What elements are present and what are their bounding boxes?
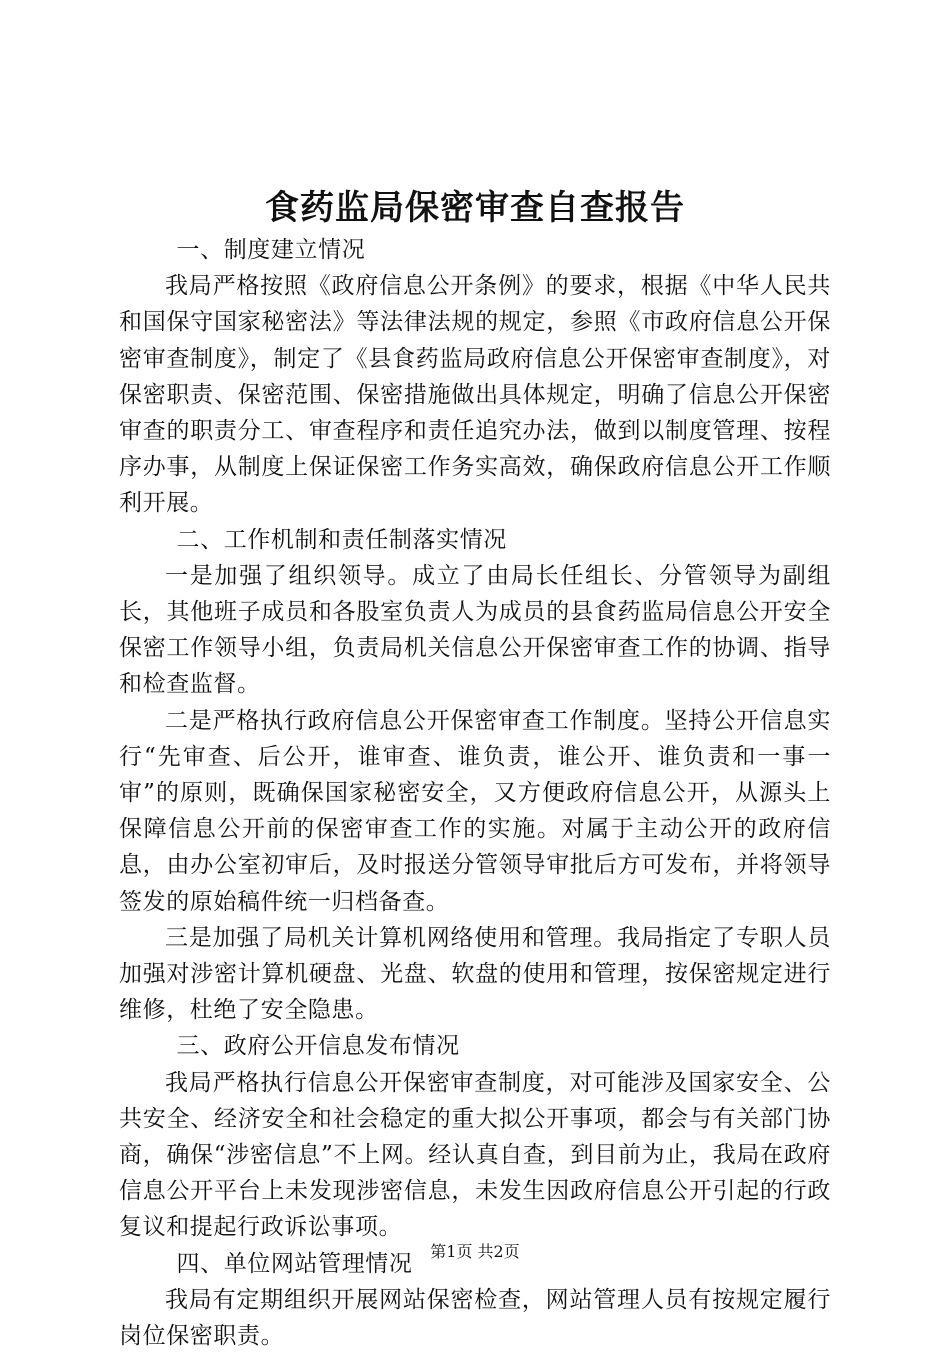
- section-4-paragraph-1: 我局有定期组织开展网站保密检查，网站管理人员有按规定履行岗位保密职责。: [119, 1286, 831, 1350]
- section-1-paragraph-1: 我局严格按照《政府信息公开条例》的要求，根据《中华人民共和国保守国家秘密法》等法律法规的规定，参照《市政府信息公开保密审查制度》，制定了《县食药监局政府信息公开保密审查制度》，对保密职责、保密范围、保密措施做出具体规定，明确了信息公开保密审查的职责分工、审查程序和责任追究办法，做到以制度管理、按程序办事，从制度上保证保密工作务实高效，确保政府信息公开工作顺利开展。: [119, 273, 831, 517]
- section-3-paragraph-1: 我局严格执行信息公开保密审查制度，对可能涉及国家安全、公共安全、经济安全和社会稳定的重大拟公开事项，都会与有关部门协商，确保“涉密信息”不上网。经认真自查，到目前为止，我局在政府信息公开平台上未发现涉密信息，未发生因政府信息公开引起的行政复议和提起行政诉讼事项。: [119, 1069, 831, 1241]
- section-2-paragraph-1: 一是加强了组织领导。成立了由局长任组长、分管领导为副组长，其他班子成员和各股室负责人为成员的县食药监局信息公开安全保密工作领导小组，负责局机关信息公开保密审查工作的协调、指导和检查监督。: [119, 562, 831, 698]
- section-heading-1: 一、制度建立情况: [176, 237, 366, 263]
- page-footer: 第1页 共2页: [430, 1242, 520, 1261]
- section-heading-2: 二、工作机制和责任制落实情况: [176, 526, 507, 553]
- section-2-paragraph-2: 二是严格执行政府信息公开保密审查工作制度。坚持公开信息实行“先审查、后公开，谁审查、谁负责，谁公开、谁负责和一事一审”的原则，既确保国家秘密安全，又方便政府信息公开，从源头上保障信息公开前的保密审查工作的实施。对属于主动公开的政府信息，由办公室初审后，及时报送分管领导审批后方可发布，并将领导签发的原始稿件统一归档备查。: [119, 707, 831, 915]
- section-heading-4: 四、单位网站管理情况: [176, 1250, 413, 1277]
- document-title: 食药监局保密审查自查报告: [265, 188, 685, 228]
- section-heading-3: 三、政府公开信息发布情况: [176, 1033, 460, 1060]
- section-2-paragraph-3: 三是加强了局机关计算机网络使用和管理。我局指定了专职人员加强对涉密计算机硬盘、光盘、软盘的使用和管理，按保密规定进行维修，杜绝了安全隐患。: [119, 924, 831, 1024]
- document-body: [119, 232, 831, 1354]
